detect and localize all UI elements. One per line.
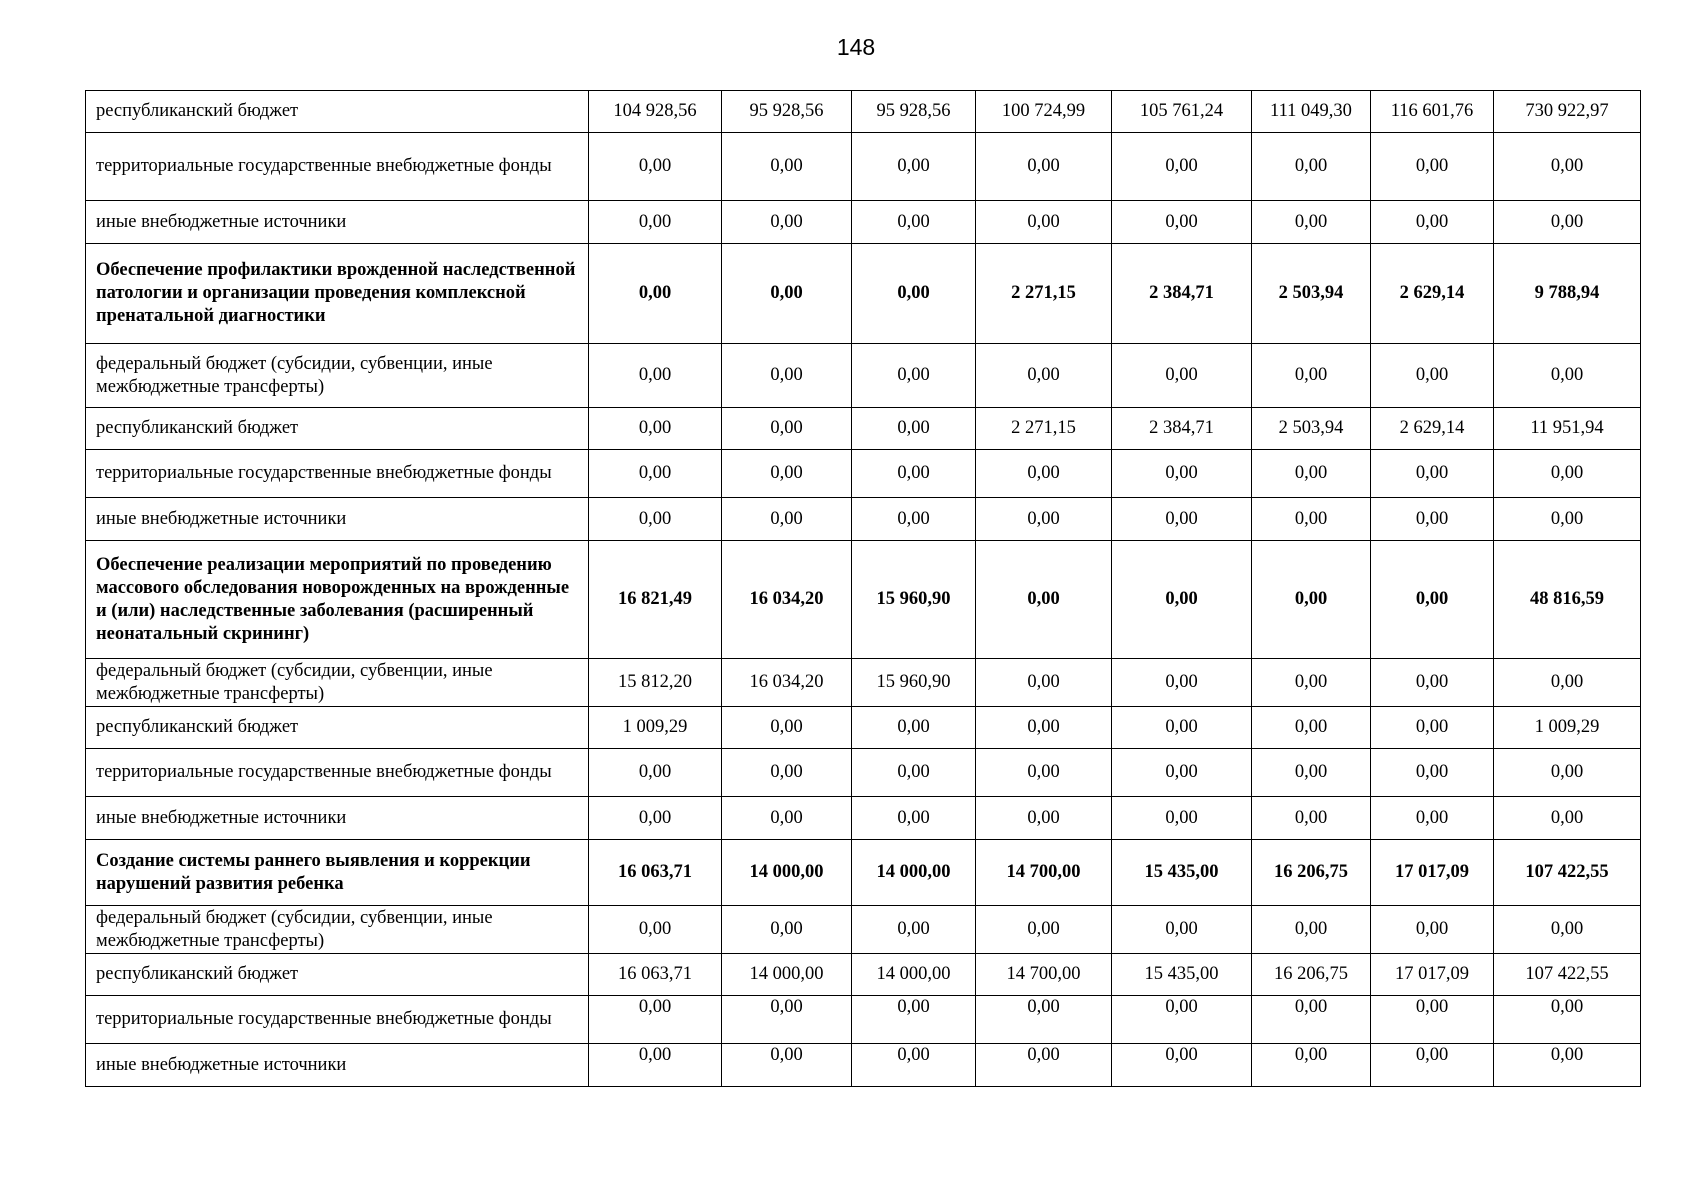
section-row <box>86 840 1641 906</box>
value-cell: 48 816,59 <box>1494 541 1641 659</box>
value-cell: 0,00 <box>976 133 1112 201</box>
row-label: республиканский бюджет <box>86 91 589 133</box>
value-cell: 0,00 <box>1371 659 1494 707</box>
value-cell: 0,00 <box>1252 996 1371 1044</box>
value-cell: 0,00 <box>976 498 1112 541</box>
value-cell: 0,00 <box>976 996 1112 1044</box>
row-label: территориальные государственные внебюджетные фонды <box>86 133 589 201</box>
value-cell: 0,00 <box>1252 541 1371 659</box>
table-row <box>86 906 1641 954</box>
table-row <box>86 1044 1641 1087</box>
value-cell: 0,00 <box>976 450 1112 498</box>
value-cell: 0,00 <box>1112 707 1252 749</box>
value-cell: 0,00 <box>852 906 976 954</box>
value-cell: 0,00 <box>722 1044 852 1087</box>
value-cell: 2 503,94 <box>1252 244 1371 344</box>
value-cell: 0,00 <box>589 344 722 408</box>
value-cell: 0,00 <box>1112 201 1252 244</box>
value-cell: 0,00 <box>589 906 722 954</box>
value-cell: 2 384,71 <box>1112 244 1252 344</box>
table-row <box>86 344 1641 408</box>
value-cell: 0,00 <box>1371 498 1494 541</box>
value-cell: 0,00 <box>976 906 1112 954</box>
value-cell: 0,00 <box>1112 906 1252 954</box>
value-cell: 111 049,30 <box>1252 91 1371 133</box>
value-cell: 0,00 <box>722 450 852 498</box>
row-label: Обеспечение профилактики врожденной наследственной патологии и организации проведения комплексной пренатальной диагностики <box>86 244 589 344</box>
value-cell: 0,00 <box>589 749 722 797</box>
value-cell: 14 000,00 <box>722 840 852 906</box>
row-label: республиканский бюджет <box>86 954 589 996</box>
value-cell: 0,00 <box>1112 797 1252 840</box>
value-cell: 0,00 <box>589 201 722 244</box>
value-cell: 0,00 <box>1112 498 1252 541</box>
value-cell: 730 922,97 <box>1494 91 1641 133</box>
value-cell: 0,00 <box>1371 344 1494 408</box>
value-cell: 15 812,20 <box>589 659 722 707</box>
value-cell: 0,00 <box>1252 707 1371 749</box>
value-cell: 0,00 <box>976 344 1112 408</box>
value-cell: 0,00 <box>976 659 1112 707</box>
value-cell: 0,00 <box>1371 906 1494 954</box>
value-cell: 0,00 <box>1112 749 1252 797</box>
value-cell: 14 700,00 <box>976 954 1112 996</box>
value-cell: 0,00 <box>1494 201 1641 244</box>
value-cell: 16 034,20 <box>722 659 852 707</box>
value-cell: 0,00 <box>722 498 852 541</box>
row-label: Создание системы раннего выявления и коррекции нарушений развития ребенка <box>86 840 589 906</box>
value-cell: 0,00 <box>1494 749 1641 797</box>
row-label: иные внебюджетные источники <box>86 797 589 840</box>
row-label: федеральный бюджет (субсидии, субвенции, иные межбюджетные трансферты) <box>86 344 589 408</box>
value-cell: 14 000,00 <box>852 954 976 996</box>
value-cell: 0,00 <box>722 906 852 954</box>
table-row <box>86 450 1641 498</box>
value-cell: 0,00 <box>976 541 1112 659</box>
value-cell: 15 435,00 <box>1112 954 1252 996</box>
value-cell: 0,00 <box>722 996 852 1044</box>
value-cell: 0,00 <box>1112 133 1252 201</box>
value-cell: 95 928,56 <box>852 91 976 133</box>
value-cell: 0,00 <box>589 996 722 1044</box>
value-cell: 0,00 <box>1494 133 1641 201</box>
value-cell: 0,00 <box>1112 659 1252 707</box>
value-cell: 16 034,20 <box>722 541 852 659</box>
row-label: иные внебюджетные источники <box>86 1044 589 1087</box>
value-cell: 0,00 <box>1494 996 1641 1044</box>
value-cell: 14 000,00 <box>852 840 976 906</box>
value-cell: 0,00 <box>1112 996 1252 1044</box>
value-cell: 0,00 <box>852 996 976 1044</box>
value-cell: 0,00 <box>852 344 976 408</box>
value-cell: 0,00 <box>1112 541 1252 659</box>
value-cell: 0,00 <box>976 749 1112 797</box>
value-cell: 16 063,71 <box>589 840 722 906</box>
value-cell: 0,00 <box>1112 450 1252 498</box>
value-cell: 15 435,00 <box>1112 840 1252 906</box>
value-cell: 0,00 <box>852 244 976 344</box>
row-label: территориальные государственные внебюджетные фонды <box>86 749 589 797</box>
value-cell: 16 063,71 <box>589 954 722 996</box>
row-label: республиканский бюджет <box>86 707 589 749</box>
value-cell: 0,00 <box>852 133 976 201</box>
value-cell: 0,00 <box>589 1044 722 1087</box>
table-row <box>86 659 1641 707</box>
section-row <box>86 244 1641 344</box>
value-cell: 0,00 <box>1252 344 1371 408</box>
value-cell: 0,00 <box>1252 659 1371 707</box>
value-cell: 0,00 <box>722 408 852 450</box>
value-cell: 0,00 <box>976 707 1112 749</box>
row-label: Обеспечение реализации мероприятий по проведению массового обследования новорожденных на врожденные и (или) наследственные заболевания (расширенный неонатальный скрининг) <box>86 541 589 659</box>
value-cell: 0,00 <box>852 201 976 244</box>
value-cell: 0,00 <box>1371 797 1494 840</box>
value-cell: 2 384,71 <box>1112 408 1252 450</box>
value-cell: 104 928,56 <box>589 91 722 133</box>
row-label: республиканский бюджет <box>86 408 589 450</box>
value-cell: 0,00 <box>1371 541 1494 659</box>
value-cell: 0,00 <box>589 450 722 498</box>
value-cell: 0,00 <box>589 797 722 840</box>
value-cell: 1 009,29 <box>589 707 722 749</box>
value-cell: 2 629,14 <box>1371 244 1494 344</box>
value-cell: 0,00 <box>852 797 976 840</box>
value-cell: 16 821,49 <box>589 541 722 659</box>
value-cell: 0,00 <box>589 133 722 201</box>
value-cell: 0,00 <box>1252 201 1371 244</box>
value-cell: 116 601,76 <box>1371 91 1494 133</box>
value-cell: 0,00 <box>852 450 976 498</box>
value-cell: 100 724,99 <box>976 91 1112 133</box>
value-cell: 16 206,75 <box>1252 840 1371 906</box>
value-cell: 0,00 <box>1252 749 1371 797</box>
value-cell: 0,00 <box>976 797 1112 840</box>
value-cell: 0,00 <box>722 749 852 797</box>
table-row <box>86 498 1641 541</box>
value-cell: 0,00 <box>1252 498 1371 541</box>
value-cell: 0,00 <box>1252 450 1371 498</box>
value-cell: 0,00 <box>589 244 722 344</box>
table-row <box>86 797 1641 840</box>
value-cell: 0,00 <box>589 498 722 541</box>
value-cell: 0,00 <box>1371 133 1494 201</box>
value-cell: 0,00 <box>1494 1044 1641 1087</box>
value-cell: 0,00 <box>722 133 852 201</box>
value-cell: 15 960,90 <box>852 541 976 659</box>
value-cell: 0,00 <box>1252 797 1371 840</box>
value-cell: 0,00 <box>852 749 976 797</box>
value-cell: 0,00 <box>1252 906 1371 954</box>
table-row <box>86 954 1641 996</box>
value-cell: 2 271,15 <box>976 244 1112 344</box>
value-cell: 0,00 <box>976 201 1112 244</box>
value-cell: 1 009,29 <box>1494 707 1641 749</box>
value-cell: 0,00 <box>976 1044 1112 1087</box>
value-cell: 0,00 <box>1252 133 1371 201</box>
value-cell: 105 761,24 <box>1112 91 1252 133</box>
value-cell: 15 960,90 <box>852 659 976 707</box>
table-row <box>86 707 1641 749</box>
value-cell: 0,00 <box>852 408 976 450</box>
row-label: федеральный бюджет (субсидии, субвенции, иные межбюджетные трансферты) <box>86 906 589 954</box>
value-cell: 0,00 <box>1494 498 1641 541</box>
value-cell: 0,00 <box>1371 996 1494 1044</box>
value-cell: 17 017,09 <box>1371 840 1494 906</box>
value-cell: 0,00 <box>722 797 852 840</box>
value-cell: 0,00 <box>1494 797 1641 840</box>
value-cell: 11 951,94 <box>1494 408 1641 450</box>
value-cell: 2 629,14 <box>1371 408 1494 450</box>
row-label: территориальные государственные внебюджетные фонды <box>86 450 589 498</box>
value-cell: 0,00 <box>1252 1044 1371 1087</box>
section-row <box>86 541 1641 659</box>
value-cell: 0,00 <box>1371 1044 1494 1087</box>
value-cell: 0,00 <box>722 344 852 408</box>
value-cell: 0,00 <box>852 1044 976 1087</box>
budget-table <box>85 90 1641 1087</box>
value-cell: 17 017,09 <box>1371 954 1494 996</box>
table-row <box>86 749 1641 797</box>
value-cell: 0,00 <box>722 244 852 344</box>
value-cell: 0,00 <box>722 707 852 749</box>
table-row <box>86 201 1641 244</box>
page-number: 148 <box>836 34 876 60</box>
row-label: иные внебюджетные источники <box>86 201 589 244</box>
value-cell: 0,00 <box>722 201 852 244</box>
value-cell: 0,00 <box>1112 344 1252 408</box>
budget-table-body <box>86 91 1641 1087</box>
value-cell: 107 422,55 <box>1494 954 1641 996</box>
value-cell: 0,00 <box>1371 201 1494 244</box>
value-cell: 0,00 <box>1112 1044 1252 1087</box>
value-cell: 0,00 <box>589 408 722 450</box>
value-cell: 95 928,56 <box>722 91 852 133</box>
value-cell: 0,00 <box>1371 749 1494 797</box>
table-row <box>86 133 1641 201</box>
value-cell: 9 788,94 <box>1494 244 1641 344</box>
value-cell: 2 503,94 <box>1252 408 1371 450</box>
value-cell: 107 422,55 <box>1494 840 1641 906</box>
value-cell: 0,00 <box>852 707 976 749</box>
value-cell: 16 206,75 <box>1252 954 1371 996</box>
table-row <box>86 996 1641 1044</box>
value-cell: 14 700,00 <box>976 840 1112 906</box>
value-cell: 0,00 <box>1494 344 1641 408</box>
table-row <box>86 408 1641 450</box>
value-cell: 2 271,15 <box>976 408 1112 450</box>
value-cell: 0,00 <box>1371 450 1494 498</box>
value-cell: 14 000,00 <box>722 954 852 996</box>
table-row <box>86 91 1641 133</box>
value-cell: 0,00 <box>1494 659 1641 707</box>
row-label: территориальные государственные внебюджетные фонды <box>86 996 589 1044</box>
row-label: федеральный бюджет (субсидии, субвенции, иные межбюджетные трансферты) <box>86 659 589 707</box>
value-cell: 0,00 <box>852 498 976 541</box>
value-cell: 0,00 <box>1371 707 1494 749</box>
value-cell: 0,00 <box>1494 906 1641 954</box>
row-label: иные внебюджетные источники <box>86 498 589 541</box>
value-cell: 0,00 <box>1494 450 1641 498</box>
